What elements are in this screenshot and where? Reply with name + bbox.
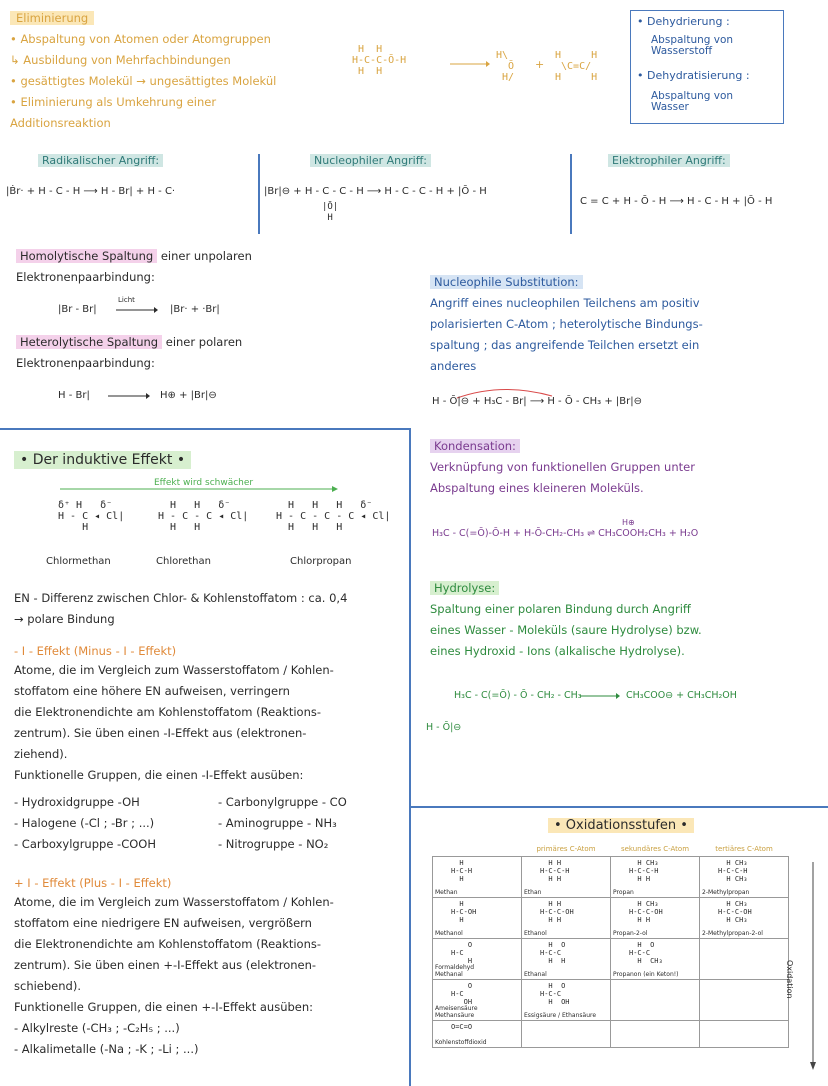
table-row [433, 980, 789, 1021]
divider [0, 428, 410, 430]
table-cell: H O H-C-C H CH₃ Propanon (ein Keton!) [611, 939, 700, 980]
table-cell: H CH₃ H-C-C-OH H H Propan-2-ol [611, 898, 700, 939]
dehydrierung-title: • Dehydrierung : [637, 15, 730, 28]
minus-i-line: ziehend). [14, 747, 68, 761]
table-cell [611, 1021, 700, 1048]
dehydratisierung-title: • Dehydratisierung : [637, 69, 750, 82]
molecule-name: Chlorpropan [290, 556, 352, 567]
condensation-line: Abspaltung eines kleineren Moleküls. [430, 481, 644, 495]
plus-sign: + [535, 58, 545, 71]
table-header-row [433, 842, 789, 857]
hydrolysis-line: Spaltung einer polaren Bindung durch Angriff [430, 602, 691, 616]
table-cell [522, 1021, 611, 1048]
minus-i-groups-title: Funktionelle Gruppen, die einen -I-Effekt ausüben: [14, 768, 304, 782]
condensation-line: Verknüpfung von funktionellen Gruppen unter [430, 460, 695, 474]
effect-arrow-label: Effekt wird schwächer [150, 478, 257, 488]
en-difference [14, 588, 347, 630]
nucleophilic-substitution-equation: H - Ō|⊖ + H₃C - Br| ⟶ H - Ō - CH₃ + |Br|⊖ [432, 396, 643, 407]
hydrolysis-ester: H₃C - C(=Ō) - Ō - CH₂ - CH₃ [454, 690, 582, 701]
hydrolysis-nucleophile: H - Ō|⊖ [426, 722, 462, 733]
minus-i-line: stoffatom eine höhere EN aufweisen, verringern [14, 684, 290, 698]
definition-box [630, 10, 784, 124]
hydrolysis-section [430, 578, 702, 662]
divider [409, 428, 411, 1086]
table-cell: H CH₃ H-C-C-H H H Propan [611, 857, 700, 898]
heterolysis-line: Elektronenpaarbindung: [16, 356, 155, 370]
plus-i-line: die Elektronendichte am Kohlenstoffatom (Reaktions- [14, 937, 322, 951]
en-line: EN - Differenz zwischen Chlor- & Kohlenstoffatom : ca. 0,4 [14, 591, 348, 605]
heterolysis-title: Heterolytische Spaltung einer polaren [16, 332, 242, 353]
oxidation-side-label: Oxidation [785, 960, 794, 999]
nucleophilic-hydroxy: |Ō| H [322, 202, 339, 223]
minus-i-groups-right [218, 792, 347, 855]
electrophilic-attack-equation: C = C + H - Ō - H ⟶ H - C - H + |Ō - H [580, 196, 773, 207]
hydrolysis-title: Hydrolyse: [430, 578, 702, 599]
heterolysis-section [16, 332, 242, 374]
minus-i-line: zentrum). Sie üben einen -I-Effekt aus (elektronen- [14, 726, 307, 740]
group-item: - Hydroxidgruppe -OH [14, 795, 140, 809]
nucleophilic-substitution-line: anderes [430, 359, 477, 373]
homolysis-section [16, 246, 252, 288]
water-molecule: H\ Ō H/ [496, 50, 515, 83]
table-cell [611, 980, 700, 1021]
chlorpropan-structure: H H H δ⁻ H - C - C - C ◂ Cl| H H H [276, 500, 391, 533]
electrophilic-attack-title: Elektrophiler Angriff: [608, 154, 730, 167]
table-row [433, 939, 789, 980]
table-header: primäres C-Atom [536, 845, 596, 853]
plus-i-line: stoffatom eine niedrigere EN aufweisen, vergrößern [14, 916, 312, 930]
table-cell [700, 1021, 789, 1048]
elimination-line: ↳ Ausbildung von Mehrfachbindungen [10, 53, 231, 67]
homolysis-title: Homolytische Spaltung einer unpolaren [16, 246, 252, 267]
elimination-reactant-bottom: H H [352, 66, 383, 77]
molecule-name: Chlormethan [46, 556, 111, 567]
minus-i-line: Atome, die im Vergleich zum Wasserstoffatom / Kohlen- [14, 663, 334, 677]
chlorethan-structure: H H δ⁻ H - C - C ◂ Cl| H H [158, 500, 249, 533]
group-item: - Halogene (-Cl ; -Br ; ...) [14, 816, 155, 830]
table-header: sekundäres C-Atom [620, 845, 690, 853]
minus-i-line: die Elektronendichte am Kohlenstoffatom (Reaktions- [14, 705, 322, 719]
minus-i-effect-text [14, 660, 334, 786]
divider [410, 806, 828, 808]
group-item: - Carboxylgruppe -COOH [14, 837, 156, 851]
condensation-equation: H₃C - C(=Ō)-Ō-H + H-Ō-CH₂-CH₃ ⇌ CH₃COOH₂CH₃ + H₂O [432, 528, 699, 539]
group-item: - Alkalimetalle (-Na ; -K ; -Li ; ...) [14, 1042, 199, 1056]
elimination-reactant: H H H-C-C-Ō-H [352, 44, 407, 66]
nucleophilic-substitution-line: polarisierten C-Atom ; heterolytische Bindungs- [430, 317, 703, 331]
table-cell: H H-C-H H Methan [433, 857, 522, 898]
reaction-arrow [116, 306, 158, 314]
table-cell: O H-C H Formaldehyd Methanal [433, 939, 522, 980]
molecule-name: Chlorethan [156, 556, 211, 567]
en-line: → polare Bindung [14, 612, 115, 626]
nucleophilic-substitution-title: Nucleophile Substitution: [430, 272, 703, 293]
homolysis-line: Elektronenpaarbindung: [16, 270, 155, 284]
minus-i-effect-title: - I - Effekt (Minus - I - Effekt) [14, 644, 177, 658]
radical-attack-equation: |Ḃr· + H - C - H ⟶ H - Br| + H - C· [6, 186, 176, 197]
table-cell: H H H-C-C-OH H H Ethanol [522, 898, 611, 939]
elimination-title: Eliminierung [10, 8, 276, 29]
table-row [433, 857, 789, 898]
oxidation-table [432, 842, 789, 1048]
table-cell: H CH₃ H-C-C-OH H CH₃ 2-Methylpropan-2-ol [700, 898, 789, 939]
light-label: Licht [118, 296, 135, 304]
table-cell [700, 980, 789, 1021]
hydrolysis-line: eines Wasser - Moleküls (saure Hydrolyse) bzw. [430, 623, 702, 637]
elimination-section [10, 8, 276, 134]
table-cell: H H H-C-C-H H H Ethan [522, 857, 611, 898]
table-cell: O=C=O Kohlenstoffdioxid [433, 1021, 522, 1048]
elimination-line: Additionsreaktion [10, 116, 111, 130]
table-cell [700, 939, 789, 980]
radical-attack-title: Radikalischer Angriff: [38, 154, 163, 167]
table-header: tertiäres C-Atom [715, 845, 773, 853]
reaction-arrow [108, 392, 150, 400]
nucleophilic-attack-title: Nucleophiler Angriff: [310, 154, 431, 167]
ethene-molecule: H H \C=C/ H H [555, 50, 598, 83]
dehydratisierung-text: Abspaltung von Wasser [651, 90, 734, 113]
elimination-line: • Abspaltung von Atomen oder Atomgruppen [10, 32, 271, 46]
plus-i-groups-title: Funktionelle Gruppen, die einen +-I-Effekt ausüben: [14, 1000, 314, 1014]
condensation-title: Kondensation: [430, 436, 695, 457]
chlormethan-structure: δ⁺ H δ⁻ H - C ◂ Cl| H [58, 500, 125, 533]
elimination-line: • gesättigtes Molekül → ungesättigtes Molekül [10, 74, 277, 88]
table-cell: H O H-C-C H H Ethanal [522, 939, 611, 980]
table-row [433, 1021, 789, 1048]
group-item: - Carbonylgruppe - CO [218, 795, 347, 809]
divider [258, 154, 260, 234]
catalyst-label: H⊕ [622, 518, 635, 527]
group-item: - Aminogruppe - NH₃ [218, 816, 337, 830]
oxidation-title: • Oxidationsstufen • [548, 818, 694, 833]
hydrolysis-line: eines Hydroxid - Ions (alkalische Hydrolyse). [430, 644, 685, 658]
table-cell: H CH₃ H-C-C-H H CH₃ 2-Methylpropan [700, 857, 789, 898]
elimination-line: • Eliminierung als Umkehrung einer [10, 95, 217, 109]
condensation-section [430, 436, 695, 499]
dehydrierung-text: Abspaltung von Wasserstoff [651, 34, 734, 57]
table-header [433, 842, 522, 857]
plus-i-effect-title: + I - Effekt (Plus - I - Effekt) [14, 876, 172, 890]
nucleophilic-substitution-line: spaltung ; das angreifende Teilchen ersetzt ein [430, 338, 700, 352]
heterolysis-products: H⊕ + |Br|⊖ [160, 390, 217, 401]
table-row [433, 898, 789, 939]
homolysis-products: |Br· + ·Br| [170, 304, 220, 315]
plus-i-line: schiebend). [14, 979, 81, 993]
table-cell: H H-C-OH H Methanol [433, 898, 522, 939]
plus-i-line: Atome, die im Vergleich zum Wasserstoffatom / Kohlen- [14, 895, 334, 909]
divider [570, 154, 572, 234]
oxidation-arrow [808, 862, 818, 1072]
table-cell: O H-C OH Ameisensäure Methansäure [433, 980, 522, 1021]
plus-i-line: zentrum). Sie üben einen +-I-Effekt aus (elektronen- [14, 958, 317, 972]
group-item: - Alkylreste (-CH₃ ; -C₂H₅ ; ...) [14, 1021, 180, 1035]
nucleophilic-substitution-section [430, 272, 703, 377]
hydrolysis-products: CH₃COO⊖ + CH₃CH₂OH [626, 690, 737, 701]
group-item: - Nitrogruppe - NO₂ [218, 837, 329, 851]
nucleophilic-attack-equation: |Br|⊖ + H - C - C - H ⟶ H - C - C - H + |Ō - H [264, 186, 487, 197]
minus-i-groups-left [14, 792, 156, 855]
heterolysis-reactant: H - Br| [58, 390, 90, 401]
reaction-arrow [450, 60, 490, 68]
reaction-arrow [580, 692, 620, 700]
inductive-effect-title: • Der induktive Effekt • [14, 452, 191, 468]
homolysis-reactant: |Br - Br| [58, 304, 97, 315]
nucleophilic-substitution-line: Angriff eines nucleophilen Teilchens am positiv [430, 296, 700, 310]
oxidation-table-wrap [432, 842, 789, 1048]
plus-i-effect-text [14, 892, 334, 1060]
table-cell: H O H-C-C H OH Essigsäure / Ethansäure [522, 980, 611, 1021]
